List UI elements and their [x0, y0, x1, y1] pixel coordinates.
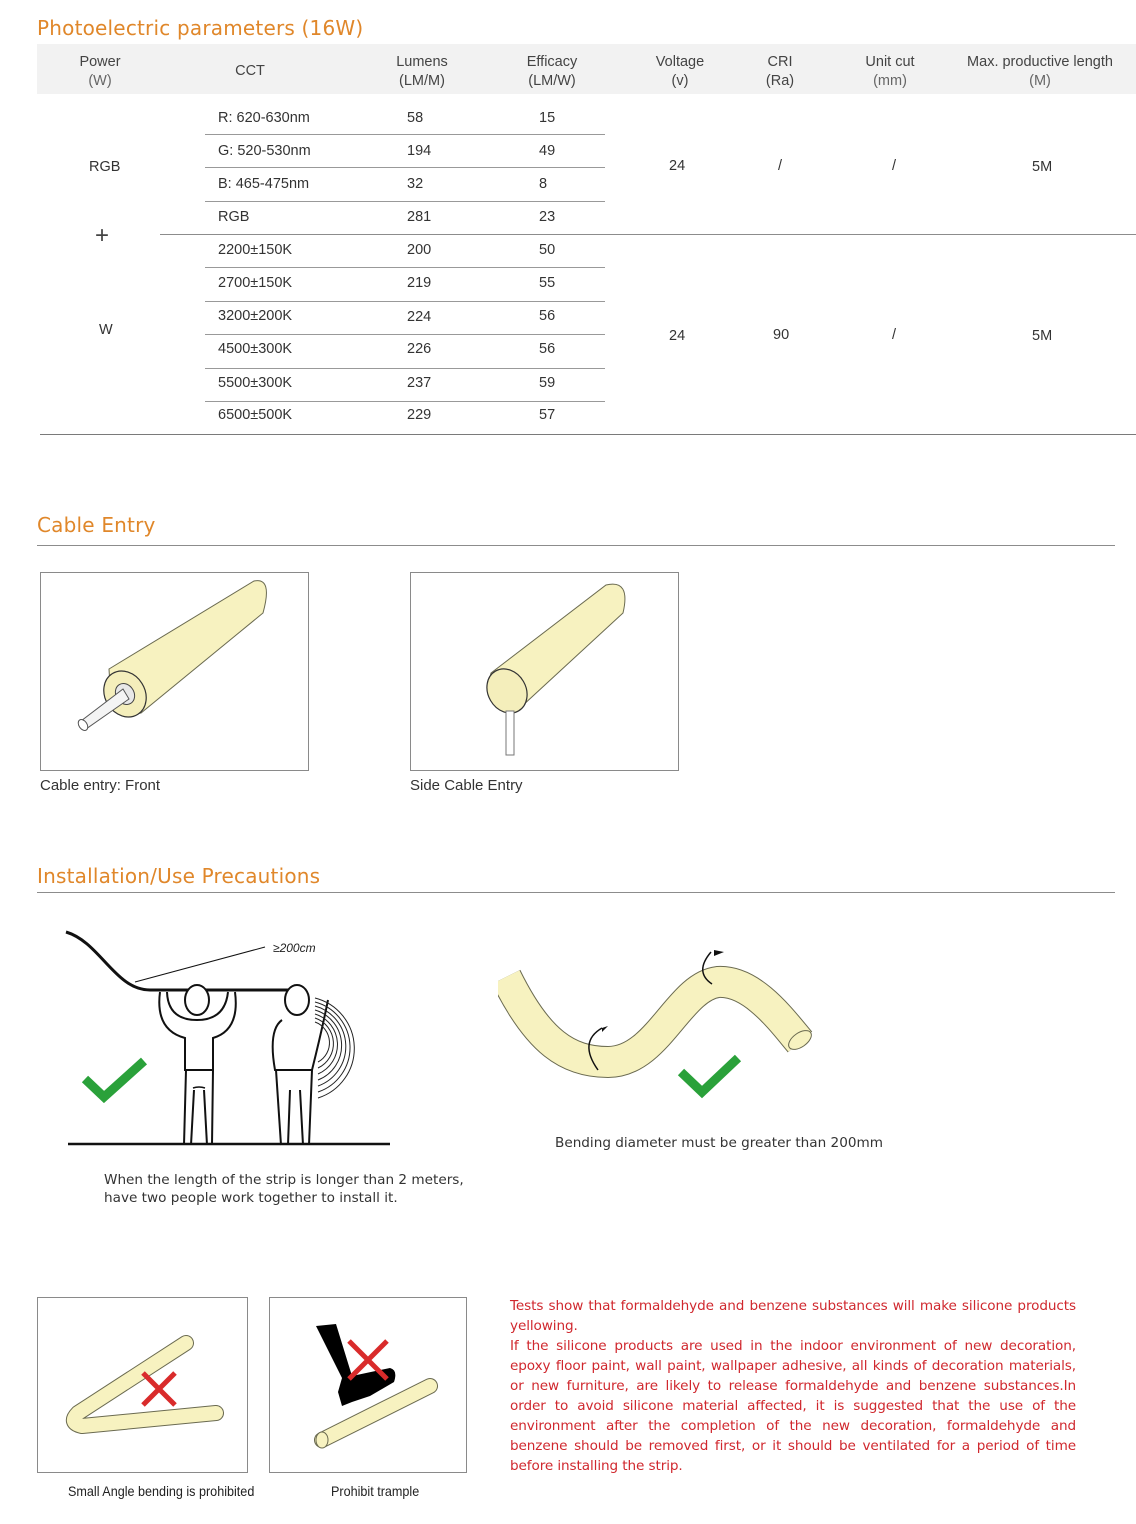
- cri-rgb: /: [778, 158, 783, 174]
- lumens-cell: 224: [407, 309, 432, 325]
- efficacy-cell: 50: [539, 242, 556, 258]
- caption-prohibit-trample: Prohibit trample: [331, 1483, 420, 1499]
- front-cable-tube-icon: [41, 573, 308, 770]
- caption-front-entry: Cable entry: Front: [40, 777, 161, 794]
- row-divider: [205, 368, 605, 369]
- caption-small-angle: Small Angle bending is prohibited: [68, 1483, 255, 1499]
- figure-front-cable-entry: [40, 572, 309, 771]
- section-rule: [37, 892, 1115, 893]
- formaldehyde-warning: Tests show that formaldehyde and benzene substances will make silicone products yellowing. If the silicone products are used in the indoor environment of new decoration, epoxy floor paint, wall paint, wallpaper adhesive, all kinds of decoration materials, or new furniture, are likely to release formaldehyde and benzene substances.In order to avoid silicone material affected, it is suggested that the use of the environment after the completion of the new decoration, formaldehyde and benzene should be removed first, or it should be ventilated for a period of time before installing the strip.: [510, 1298, 1076, 1474]
- figure-side-cable-entry: [410, 572, 679, 771]
- section-rule: [37, 545, 1115, 546]
- row-divider: [205, 167, 605, 168]
- cct-cell: 4500±300K: [218, 341, 293, 357]
- row-divider: [205, 267, 605, 268]
- lumens-cell: 194: [407, 143, 432, 159]
- cct-cell: 3200±200K: [218, 308, 293, 324]
- row-divider: [205, 334, 605, 335]
- cct-cell: RGB: [218, 209, 250, 225]
- check-icon: [82, 1055, 148, 1103]
- lumens-cell: 229: [407, 407, 432, 423]
- max-length-w: 5M: [1032, 328, 1053, 344]
- section-title-photoelectric: Photoelectric parameters (16W): [37, 16, 364, 40]
- efficacy-cell: 23: [539, 209, 556, 225]
- cross-icon: [346, 1338, 390, 1382]
- max-length-rgb: 5M: [1032, 159, 1053, 175]
- lumens-cell: 281: [407, 209, 432, 225]
- row-divider: [205, 201, 605, 202]
- table-bottom-rule: [40, 434, 1136, 435]
- lumens-cell: 32: [407, 176, 424, 192]
- unit-cut-w: /: [892, 327, 897, 343]
- lumens-cell: 58: [407, 110, 424, 126]
- efficacy-cell: 15: [539, 110, 556, 126]
- lumens-cell: 237: [407, 375, 432, 391]
- two-person-caption: When the length of the strip is longer than 2 meters, have two people work together to install it.: [104, 1172, 464, 1206]
- voltage-w: 24: [669, 328, 686, 344]
- voltage-rgb: 24: [669, 158, 686, 174]
- group-divider: [160, 234, 1136, 235]
- efficacy-cell: 56: [539, 341, 556, 357]
- lumens-cell: 200: [407, 242, 432, 258]
- power-rgb: RGB: [89, 159, 121, 175]
- unit-cut-rgb: /: [892, 158, 897, 174]
- header-power: Power (W): [79, 54, 121, 89]
- power-w: W: [99, 322, 113, 338]
- cross-icon: [140, 1370, 178, 1408]
- efficacy-cell: 56: [539, 308, 556, 324]
- cct-cell: R: 620-630nm: [218, 110, 310, 126]
- figure-small-angle-bending: [37, 1297, 248, 1473]
- side-cable-tube-icon: [411, 573, 678, 770]
- header-unit-cut: Unit cut (mm): [865, 54, 915, 89]
- two-person-install-illustration: [60, 920, 390, 1150]
- efficacy-cell: 59: [539, 375, 556, 391]
- cri-w: 90: [773, 327, 790, 343]
- cct-cell: 6500±500K: [218, 407, 293, 423]
- efficacy-cell: 57: [539, 407, 556, 423]
- header-cct: CCT: [235, 63, 265, 79]
- cct-cell: 2200±150K: [218, 242, 293, 258]
- header-voltage: Voltage (v): [655, 54, 705, 89]
- cct-cell: 2700±150K: [218, 275, 293, 291]
- figure-prohibit-trample: [269, 1297, 467, 1473]
- bending-diameter-illustration: [498, 942, 818, 1107]
- cct-cell: G: 520-530nm: [218, 143, 311, 159]
- lumens-cell: 219: [407, 275, 432, 291]
- row-divider: [205, 134, 605, 135]
- lumens-cell: 226: [407, 341, 432, 357]
- row-divider: [205, 301, 605, 302]
- caption-side-entry: Side Cable Entry: [410, 777, 523, 794]
- efficacy-cell: 49: [539, 143, 556, 159]
- header-cri: CRI (Ra): [765, 54, 795, 89]
- length-label: ≥200cm: [273, 941, 316, 955]
- trample-illustration: [270, 1298, 466, 1472]
- plus-icon: +: [95, 222, 110, 249]
- row-divider: [205, 401, 605, 402]
- efficacy-cell: 55: [539, 275, 556, 291]
- section-title-precautions: Installation/Use Precautions: [37, 864, 321, 888]
- header-efficacy: Efficacy (LM/W): [526, 54, 578, 89]
- bending-caption: Bending diameter must be greater than 200mm: [555, 1135, 883, 1151]
- section-title-cable-entry: Cable Entry: [37, 513, 156, 537]
- cct-cell: B: 465-475nm: [218, 176, 310, 192]
- cct-cell: 5500±300K: [218, 375, 293, 391]
- header-max-length: Max. productive length (M): [967, 54, 1113, 89]
- header-lumens: Lumens (LM/M): [396, 54, 448, 89]
- efficacy-cell: 8: [539, 176, 548, 192]
